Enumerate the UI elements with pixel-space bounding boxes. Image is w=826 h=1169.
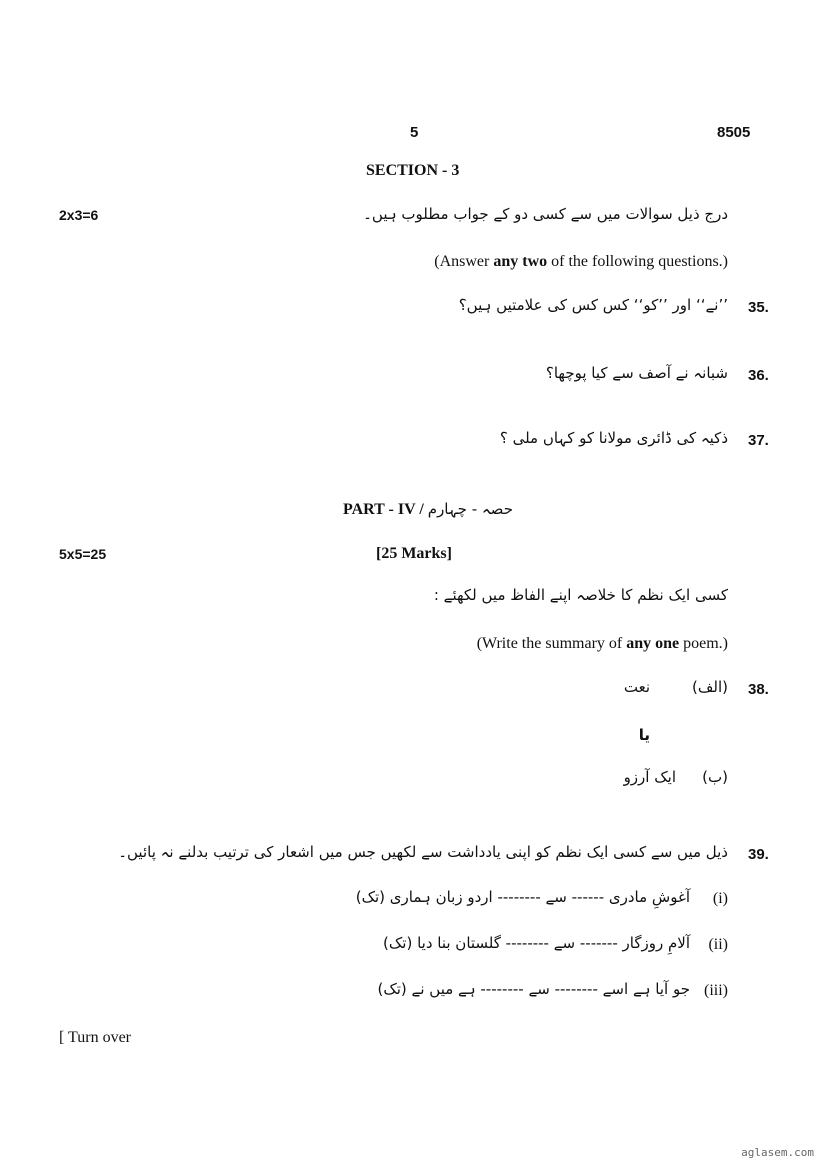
part-title-urdu: حصہ - چہارم xyxy=(427,500,513,518)
question-text: ذکیہ کی ڈائری مولانا کو کہاں ملی ؟ xyxy=(499,429,728,447)
part4-marks: 5x5=25 xyxy=(59,546,107,562)
part-title xyxy=(343,499,513,519)
instruction-emphasis: any two xyxy=(493,253,548,270)
option-a-label: (الف) xyxy=(692,678,728,696)
section-title: SECTION - 3 xyxy=(366,162,460,179)
instruction-prefix: (Write the summary of xyxy=(476,635,627,652)
paper-code: 8505 xyxy=(717,124,751,141)
item-text: آغوشِ مادری ------ سے -------- اردو زبان ہماری (تک) xyxy=(355,888,690,906)
question-text: شبانہ نے آصف سے کیا پوچھا؟ xyxy=(545,364,728,382)
option-a-text: نعت xyxy=(623,678,650,696)
instruction-prefix: (Answer xyxy=(434,253,494,270)
question-text: ذیل میں سے کسی ایک نظم کو اپنی یادداشت سے لکھیں جس میں اشعار کی ترتیب بدلنے نہ پائیں۔ xyxy=(118,843,728,861)
part4-total-marks: [25 Marks] xyxy=(376,545,452,562)
question-number: 37. xyxy=(748,432,769,449)
section3-instruction-urdu: درج ذیل سوالات میں سے کسی دو کے جواب مطلوب ہیں۔ xyxy=(363,205,728,223)
item-label: (ii) xyxy=(708,936,728,953)
item-label: (i) xyxy=(712,890,728,907)
turn-over: [ Turn over xyxy=(59,1029,132,1046)
option-b-label: (ب) xyxy=(702,768,728,786)
question-number: 38. xyxy=(748,681,769,698)
instruction-suffix: of the following questions.) xyxy=(547,253,728,270)
item-label: (iii) xyxy=(704,982,728,999)
section3-instruction-english xyxy=(434,253,728,271)
or-separator: یا xyxy=(638,726,650,744)
question-number: 36. xyxy=(748,367,769,384)
question-number: 39. xyxy=(748,846,769,863)
instruction-suffix: poem.) xyxy=(679,635,728,652)
part4-instruction-english xyxy=(477,635,728,653)
item-text: جو آیا ہے اسے -------- سے -------- ہے میں نے (تک) xyxy=(377,980,690,998)
watermark: aglasem.com xyxy=(741,1146,814,1159)
part4-instruction-urdu: کسی ایک نظم کا خلاصہ اپنے الفاظ میں لکھئے : xyxy=(433,586,728,604)
question-number: 35. xyxy=(748,299,769,316)
part-title-english: PART - IV / xyxy=(343,501,428,518)
instruction-emphasis: any one xyxy=(626,635,680,652)
option-b-text: ایک آرزو xyxy=(623,768,676,786)
item-text: آلامِ روزگار ------- سے -------- گلستان بنا دیا (تک) xyxy=(383,934,690,952)
page-number: 5 xyxy=(410,124,419,141)
question-text: ’’نے‘‘ اور ’’کو‘‘ کس کس کی علامتیں ہیں؟ xyxy=(458,296,728,314)
section3-marks: 2x3=6 xyxy=(59,207,99,223)
